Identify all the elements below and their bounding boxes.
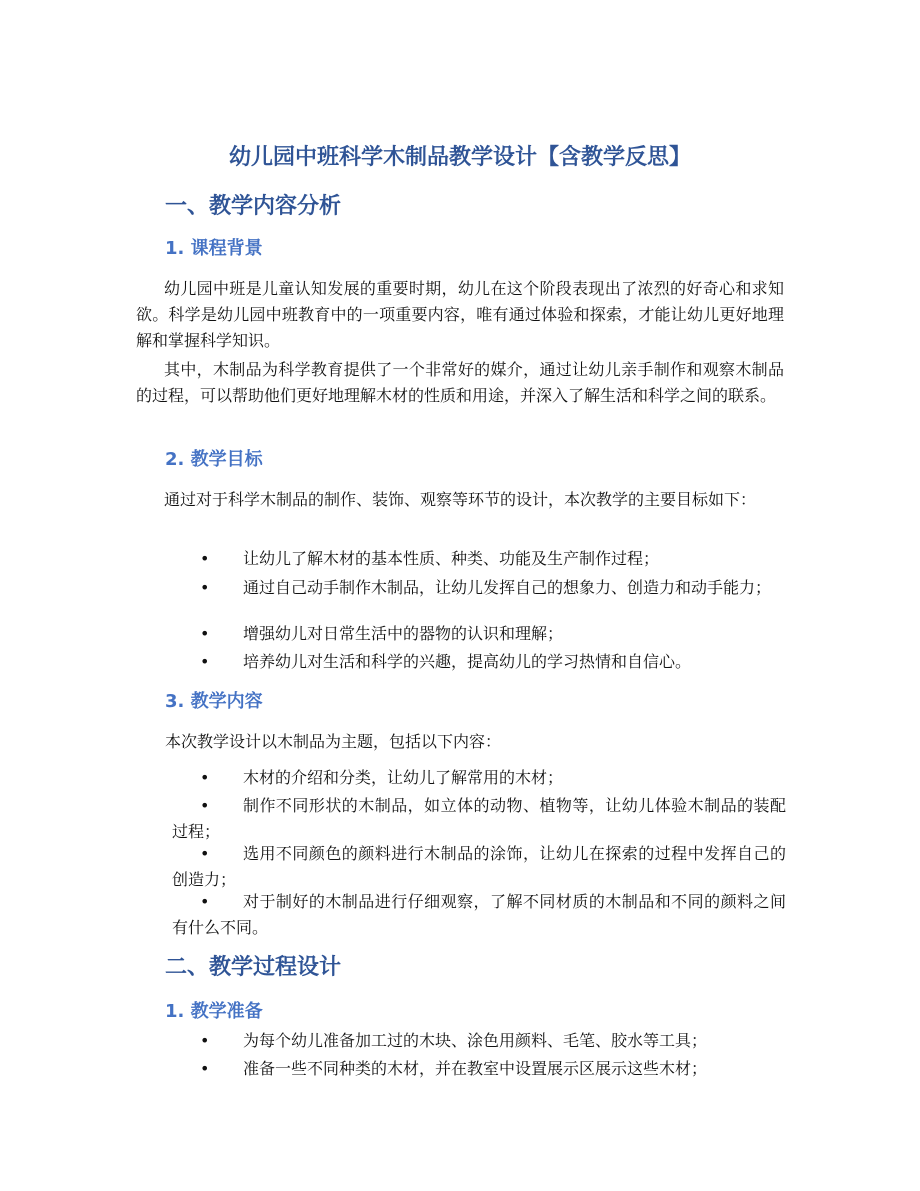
- list-item-text: 让幼儿了解木材的基本性质、种类、功能及生产制作过程；: [243, 549, 660, 568]
- section-1-1-heading: 1. 课程背景: [165, 238, 263, 259]
- bullet-icon: •: [200, 1059, 210, 1078]
- paragraph: 通过对于科学木制品的制作、装饰、观察等环节的设计，本次教学的主要目标如下：: [164, 490, 757, 509]
- bullet-icon: •: [200, 549, 210, 568]
- list-item-text: 准备一些不同种类的木材，并在教室中设置展示区展示这些木材；: [243, 1059, 708, 1078]
- section-1-2-heading: 2. 教学目标: [165, 449, 263, 470]
- bullet-icon: •: [200, 796, 210, 815]
- paragraph: 幼儿园中班是儿童认知发展的重要时期，幼儿在这个阶段表现出了浓烈的好奇心和求知欲。科学是幼儿园中班教育中的一项重要内容，唯有通过体验和探索，才能让幼儿更好地理解和掌握科学知识。: [136, 279, 784, 350]
- list-item: [172, 889, 786, 941]
- list-item: [172, 1056, 786, 1082]
- section-1-3-heading: 3. 教学内容: [165, 691, 263, 712]
- bullet-icon: •: [200, 768, 210, 787]
- list-item-text: 通过自己动手制作木制品，让幼儿发挥自己的想象力、创造力和动手能力；: [243, 578, 772, 597]
- list-item-text: 增强幼儿对日常生活中的器物的认识和理解；: [243, 624, 564, 643]
- paragraph: 其中，木制品为科学教育提供了一个非常好的媒介，通过让幼儿亲手制作和观察木制品的过程，可以帮助他们更好地理解木材的性质和用途，并深入了解生活和科学之间的联系。: [136, 360, 784, 405]
- list-item: [172, 841, 786, 893]
- list-item: [172, 621, 786, 647]
- bullet-icon: •: [200, 578, 210, 597]
- bullet-icon: •: [200, 1031, 210, 1050]
- list-item: [172, 649, 786, 675]
- list-item: [172, 765, 786, 791]
- document-title: 幼儿园中班科学木制品教学设计【含教学反思】: [228, 145, 691, 170]
- paragraph: 本次教学设计以木制品为主题，包括以下内容：: [165, 732, 502, 751]
- section-1-heading: 一、教学内容分析: [165, 194, 342, 219]
- list-item-text: 制作不同形状的木制品，如立体的动物、植物等，让幼儿体验木制品的装配过程；: [172, 796, 786, 841]
- list-item-text: 选用不同颜色的颜料进行木制品的涂饰，让幼儿在探索的过程中发挥自己的创造力；: [172, 844, 786, 889]
- list-item: [172, 575, 786, 601]
- list-item-text: 为每个幼儿准备加工过的木块、涂色用颜料、毛笔、胶水等工具；: [243, 1031, 708, 1050]
- bullet-icon: •: [200, 652, 210, 671]
- list-item-text: 培养幼儿对生活和科学的兴趣，提高幼儿的学习热情和自信心。: [243, 652, 692, 671]
- list-item: [172, 793, 786, 845]
- section-2-1-heading: 1. 教学准备: [165, 1001, 263, 1022]
- list-item-text: 对于制好的木制品进行仔细观察，了解不同材质的木制品和不同的颜料之间有什么不同。: [172, 892, 786, 937]
- bullet-icon: •: [200, 892, 210, 911]
- bullet-icon: •: [200, 624, 210, 643]
- bullet-icon: •: [200, 844, 210, 863]
- list-item-text: 木材的介绍和分类，让幼儿了解常用的木材；: [243, 768, 564, 787]
- section-2-heading: 二、教学过程设计: [165, 955, 342, 980]
- list-item: [172, 546, 786, 572]
- list-item: [172, 1028, 786, 1054]
